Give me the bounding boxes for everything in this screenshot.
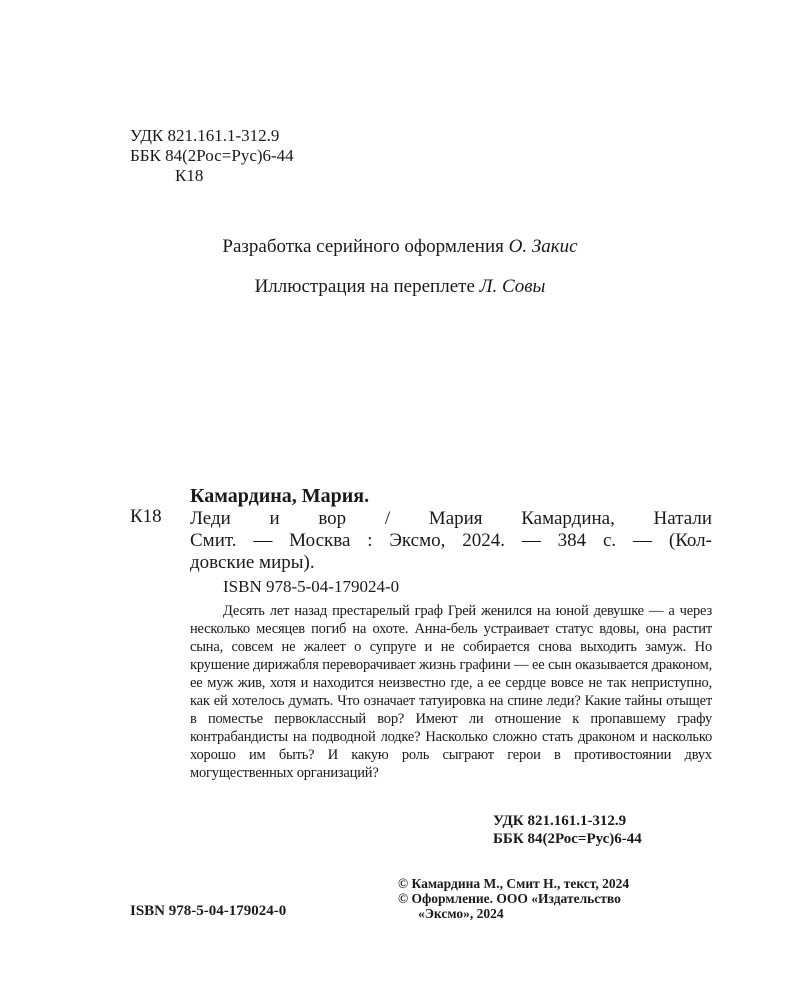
- catalog-description-line: Леди и вор / Мария Камардина, Натали: [190, 508, 712, 529]
- catalog-description-line: Смит. — Москва : Эксмо, 2024. — 384 с. — (Кол-: [190, 530, 712, 551]
- design-credit-label: Разработка серийного оформления: [222, 236, 504, 257]
- illustration-credit: [0, 276, 800, 298]
- design-credit-name: О. Закис: [508, 236, 578, 257]
- catalog-author: Камардина, Мария.: [190, 485, 370, 507]
- annotation: [190, 602, 712, 782]
- author-mark: К18: [175, 166, 204, 185]
- copyright-line: «Эксмо», 2024: [418, 906, 504, 921]
- design-credit: [0, 236, 800, 258]
- catalog-description-line: довские миры).: [190, 552, 315, 573]
- copyright-line: © Оформление. ООО «Издательство: [398, 891, 621, 906]
- bottom-udk-code: УДК 821.161.1-312.9: [493, 813, 627, 829]
- catalog-code: К18: [130, 506, 162, 527]
- illustration-credit-name: Л. Совы: [479, 276, 546, 297]
- annotation-text: Десять лет назад престарелый граф Грей женился на юной девушке — а через несколько месяцев погиб на охоте. Анна-бель устраивает статус вдовы, она растит сына, совсем не жалеет о супруге и не собирается снова выходить замуж. Но крушение дирижабля переворачивает жизнь графини — ее сын оказывается драконом, ее муж жив, хотя и находится неизвестно где, а ее сердце вовсе не так неприступно, как ей хотелось думать. Что означает татуировка на спине леди? Какие тайны отыщет в поместье первоклассный вор? Имеют ли отношение к пропавшему графу контрабандисты на подводной лодке? Насколько сложно стать драконом и насколько хорошо им быть? И какую роль сыграют герои в противостоянии двух могущественных организаций?: [190, 603, 712, 781]
- bottom-bbk-code: ББК 84(2Рос=Рус)6-44: [493, 831, 642, 847]
- bottom-codes: [493, 812, 642, 848]
- udk-code: УДК 821.161.1-312.9: [130, 126, 280, 145]
- classification-block: [130, 126, 294, 186]
- illustration-credit-label: Иллюстрация на переплете: [254, 276, 475, 297]
- isbn-bottom: ISBN 978-5-04-179024-0: [130, 903, 287, 919]
- catalog-isbn: ISBN 978-5-04-179024-0: [223, 577, 400, 596]
- copyright-block: [398, 876, 629, 921]
- bbk-code: ББК 84(2Рос=Рус)6-44: [130, 146, 294, 165]
- catalog-card: [190, 484, 712, 782]
- copyright-line: © Камардина М., Смит Н., текст, 2024: [398, 876, 630, 891]
